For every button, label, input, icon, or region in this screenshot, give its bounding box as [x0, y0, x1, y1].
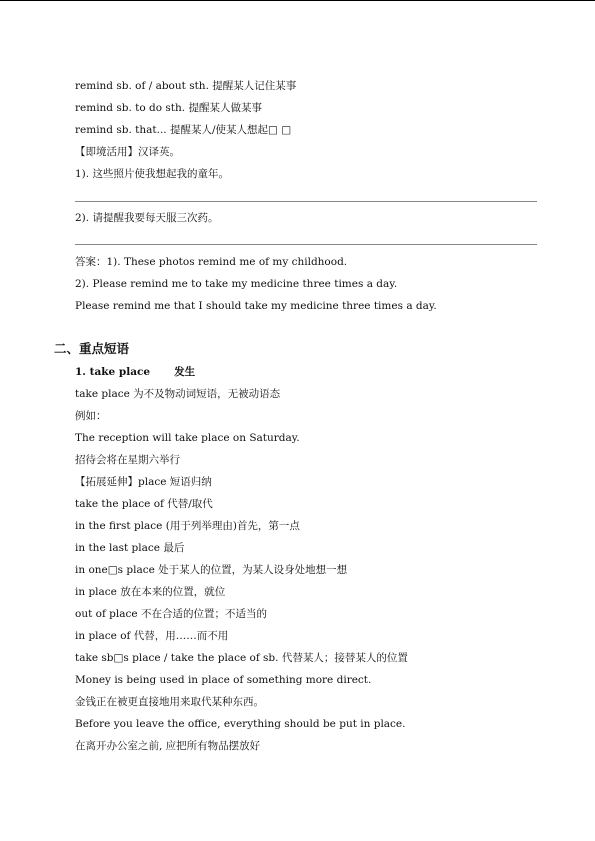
text-line: 例如： — [75, 410, 107, 422]
exercise-heading: 【即境活用】汉译英。 — [75, 146, 180, 158]
answer-line: Please remind me that I should take my medicine three times a day. — [75, 300, 437, 312]
page-top-rule — [0, 0, 595, 1]
section-title: 二、重点短语 — [54, 341, 130, 356]
answer-blank-line-2 — [75, 244, 537, 245]
phrase-meaning: 发生 — [174, 366, 196, 378]
phrase-heading — [75, 365, 195, 379]
example-sentence: Before you leave the office, everything should be put in place. — [75, 718, 406, 730]
example-translation: 在离开办公室之前, 应把所有物品摆放好 — [75, 740, 261, 752]
answer-line: 2). Please remind me to take my medicine three times a day. — [75, 278, 398, 290]
answer-blank-line-1 — [75, 201, 537, 202]
phrase-entry: in the last place 最后 — [75, 542, 185, 554]
phrase-entry: take sb□s place / take the place of sb. 代替某人；接替某人的位置 — [75, 652, 408, 664]
text-line: remind sb. that... 提醒某人/使某人想起□ □ — [75, 124, 292, 136]
phrase-entry: in the first place (用于列举理由)首先，第一点 — [75, 520, 300, 532]
answer-line: 答案：1). These photos remind me of my childhood. — [75, 256, 348, 268]
example-sentence: The reception will take place on Saturday. — [75, 432, 300, 444]
example-translation: 金钱正在被更直接地用来取代某种东西。 — [75, 696, 264, 708]
phrase-entry: in place 放在本来的位置，就位 — [75, 586, 226, 598]
text-line: remind sb. of / about sth. 提醒某人记住某事 — [75, 80, 297, 92]
text-line: remind sb. to do sth. 提醒某人做某事 — [75, 102, 262, 114]
phrase-term: 1. take place — [75, 366, 151, 378]
exercise-item-2: 2). 请提醒我要每天服三次药。 — [75, 212, 219, 224]
text-line: take place 为不及物动词短语，无被动语态 — [75, 388, 281, 400]
phrase-entry: in one□s place 处于某人的位置，为某人设身处地想一想 — [75, 564, 348, 576]
phrase-entry: out of place 不在合适的位置；不适当的 — [75, 608, 267, 620]
example-translation: 招待会将在星期六举行 — [75, 454, 180, 466]
extension-heading: 【拓展延伸】place 短语归纳 — [75, 476, 212, 488]
example-sentence: Money is being used in place of something more direct. — [75, 674, 372, 686]
phrase-entry: in place of 代替，用……而不用 — [75, 630, 229, 642]
phrase-entry: take the place of 代替/取代 — [75, 498, 213, 510]
exercise-item-1: 1). 这些照片使我想起我的童年。 — [75, 168, 229, 180]
